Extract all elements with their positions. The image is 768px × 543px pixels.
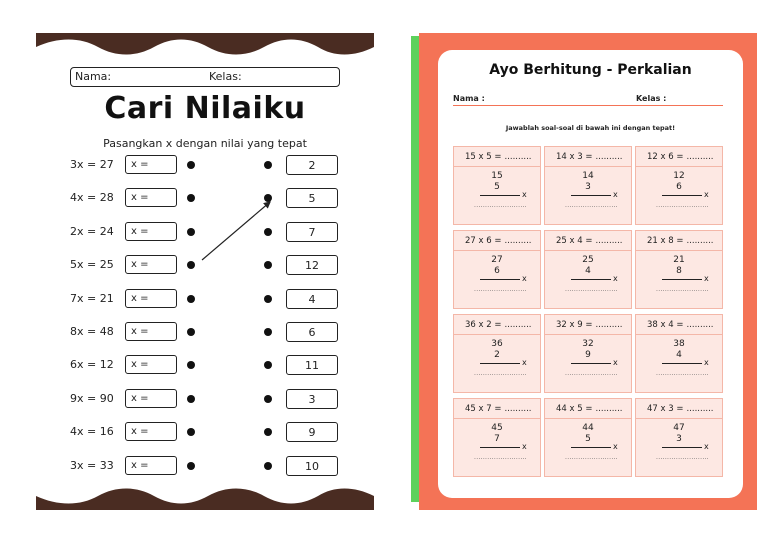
answer-blank[interactable]: .......... bbox=[504, 152, 532, 162]
multiplication-problem bbox=[635, 314, 723, 393]
answer-value-box: 11 bbox=[286, 355, 338, 375]
answer-value-box: 6 bbox=[286, 322, 338, 342]
multiplication-problem bbox=[453, 398, 541, 477]
worksheet-instruction: Jawablah soal-soal di bawah ini dengan tepat! bbox=[505, 124, 676, 132]
times-sign: x bbox=[522, 274, 527, 283]
times-sign: x bbox=[704, 442, 709, 451]
answer-blank[interactable]: .......... bbox=[595, 404, 623, 414]
multiplicand: 15 bbox=[491, 171, 503, 181]
sum-line bbox=[662, 447, 702, 448]
multiplication-problem bbox=[453, 230, 541, 309]
x-answer-field[interactable]: x = bbox=[125, 355, 177, 374]
problem-question-text: 32 x 9 = bbox=[556, 320, 593, 330]
multiplicand: 44 bbox=[582, 423, 594, 433]
times-sign: x bbox=[613, 274, 618, 283]
answer-blank[interactable]: .......... bbox=[595, 236, 623, 246]
multiplicand: 27 bbox=[491, 255, 503, 265]
multiplicand: 32 bbox=[582, 339, 594, 349]
answer-value-box: 5 bbox=[286, 188, 338, 208]
result-blank[interactable]: ........................ bbox=[474, 454, 527, 461]
worksheet-title: Ayo Berhitung - Perkalian bbox=[489, 62, 692, 78]
equation-label: 8x = 48 bbox=[70, 325, 114, 338]
name-label: Nama: bbox=[75, 70, 112, 83]
result-blank[interactable]: ........................ bbox=[474, 370, 527, 377]
times-sign: x bbox=[613, 442, 618, 451]
problem-question bbox=[636, 399, 722, 419]
problem-question bbox=[454, 231, 540, 251]
answer-blank[interactable]: .......... bbox=[686, 320, 714, 330]
result-blank[interactable]: ........................ bbox=[565, 202, 618, 209]
multiplication-problem bbox=[544, 398, 632, 477]
x-answer-field[interactable]: x = bbox=[125, 456, 177, 475]
multiplicand: 14 bbox=[582, 171, 594, 181]
x-answer-field[interactable]: x = bbox=[125, 188, 177, 207]
result-blank[interactable]: ........................ bbox=[656, 286, 709, 293]
answer-value-box: 7 bbox=[286, 222, 338, 242]
answer-value-box: 10 bbox=[286, 456, 338, 476]
answer-blank[interactable]: .......... bbox=[504, 236, 532, 246]
left-match-dot[interactable] bbox=[187, 328, 195, 336]
multiplication-problem bbox=[453, 146, 541, 225]
problem-question-text: 38 x 4 = bbox=[647, 320, 684, 330]
multiplicand: 36 bbox=[491, 339, 503, 349]
problem-question-text: 14 x 3 = bbox=[556, 152, 593, 162]
equation-label: 3x = 27 bbox=[70, 158, 114, 171]
problem-question-text: 36 x 2 = bbox=[465, 320, 502, 330]
name-class-box[interactable] bbox=[70, 67, 340, 87]
multiplier: 3 bbox=[676, 434, 682, 444]
left-match-dot[interactable] bbox=[187, 161, 195, 169]
answer-blank[interactable]: .......... bbox=[504, 404, 532, 414]
left-match-dot[interactable] bbox=[187, 194, 195, 202]
right-match-dot[interactable] bbox=[264, 428, 272, 436]
answer-blank[interactable]: .......... bbox=[595, 152, 623, 162]
right-match-dot[interactable] bbox=[264, 462, 272, 470]
result-blank[interactable]: ........................ bbox=[474, 286, 527, 293]
problem-question bbox=[454, 147, 540, 167]
multiplication-problem bbox=[544, 146, 632, 225]
right-match-dot[interactable] bbox=[264, 261, 272, 269]
right-match-dot[interactable] bbox=[264, 328, 272, 336]
multiplication-problem bbox=[544, 314, 632, 393]
result-blank[interactable]: ........................ bbox=[656, 454, 709, 461]
multiplier: 6 bbox=[676, 182, 682, 192]
left-match-dot[interactable] bbox=[187, 295, 195, 303]
multiplication-problem bbox=[453, 314, 541, 393]
problem-question-text: 27 x 6 = bbox=[465, 236, 502, 246]
sum-line bbox=[480, 195, 520, 196]
times-sign: x bbox=[522, 442, 527, 451]
bottom-wave-decoration bbox=[36, 484, 374, 510]
x-answer-field[interactable]: x = bbox=[125, 255, 177, 274]
multiplication-problem bbox=[635, 398, 723, 477]
answer-blank[interactable]: .......... bbox=[686, 404, 714, 414]
right-match-dot[interactable] bbox=[264, 161, 272, 169]
result-blank[interactable]: ........................ bbox=[565, 370, 618, 377]
left-match-dot[interactable] bbox=[187, 462, 195, 470]
worksheet-title: Cari Nilaiku bbox=[104, 91, 306, 126]
problem-question-text: 15 x 5 = bbox=[465, 152, 502, 162]
equation-label: 4x = 16 bbox=[70, 425, 114, 439]
right-match-dot[interactable] bbox=[264, 361, 272, 369]
equation-label: 6x = 12 bbox=[70, 358, 114, 372]
multiplier: 8 bbox=[676, 266, 682, 276]
answer-blank[interactable]: .......... bbox=[595, 320, 623, 330]
x-answer-field[interactable]: x = bbox=[125, 289, 177, 308]
answer-value-box: 9 bbox=[286, 422, 338, 442]
equation-label: 5x = 25 bbox=[70, 258, 114, 272]
multiplicand: 12 bbox=[673, 171, 685, 181]
multiplicand: 45 bbox=[491, 423, 503, 433]
problem-question-text: 45 x 7 = bbox=[465, 404, 502, 414]
right-worksheet bbox=[419, 33, 757, 510]
left-match-dot[interactable] bbox=[187, 261, 195, 269]
right-match-dot[interactable] bbox=[264, 194, 272, 202]
equation-label: 2x = 24 bbox=[70, 224, 114, 238]
x-answer-field[interactable]: x = bbox=[125, 422, 177, 441]
problem-question-text: 44 x 5 = bbox=[556, 404, 593, 414]
problem-question bbox=[454, 399, 540, 419]
x-answer-field[interactable]: x = bbox=[125, 389, 177, 408]
problem-question-text: 21 x 8 = bbox=[647, 236, 684, 246]
top-wave-decoration bbox=[36, 33, 374, 59]
equation-label: 4x = 28 bbox=[70, 191, 114, 205]
result-blank[interactable]: ........................ bbox=[474, 202, 527, 209]
multiplier: 2 bbox=[494, 350, 500, 360]
sum-line bbox=[662, 195, 702, 196]
multiplier: 6 bbox=[494, 266, 500, 276]
answer-blank[interactable]: .......... bbox=[686, 236, 714, 246]
problem-question bbox=[545, 315, 631, 335]
answer-blank[interactable]: .......... bbox=[686, 152, 714, 162]
problem-question bbox=[636, 315, 722, 335]
result-blank[interactable]: ........................ bbox=[565, 286, 618, 293]
times-sign: x bbox=[704, 358, 709, 367]
times-sign: x bbox=[522, 190, 527, 199]
sum-line bbox=[662, 363, 702, 364]
problem-question bbox=[545, 399, 631, 419]
multiplication-problem bbox=[635, 230, 723, 309]
multiplier: 5 bbox=[585, 434, 591, 444]
worksheet-instruction: Pasangkan x dengan nilai yang tepat bbox=[103, 137, 307, 150]
answer-value-box: 2 bbox=[286, 155, 338, 175]
multiplier: 3 bbox=[585, 182, 591, 192]
multiplier: 7 bbox=[494, 434, 500, 444]
multiplicand: 38 bbox=[673, 339, 685, 349]
sum-line bbox=[571, 363, 611, 364]
right-match-dot[interactable] bbox=[264, 395, 272, 403]
multiplier: 4 bbox=[585, 266, 591, 276]
x-answer-field[interactable]: x = bbox=[125, 222, 177, 241]
equation-label: 9x = 90 bbox=[70, 391, 114, 405]
multiplier: 9 bbox=[585, 350, 591, 360]
sum-line bbox=[571, 195, 611, 196]
result-blank[interactable]: ........................ bbox=[565, 454, 618, 461]
problem-question bbox=[636, 231, 722, 251]
right-match-dot[interactable] bbox=[264, 228, 272, 236]
left-match-dot[interactable] bbox=[187, 361, 195, 369]
answer-value-box: 4 bbox=[286, 289, 338, 309]
sum-line bbox=[571, 447, 611, 448]
multiplication-problem bbox=[635, 146, 723, 225]
class-label: Kelas: bbox=[209, 70, 242, 83]
sum-line bbox=[480, 279, 520, 280]
result-blank[interactable]: ........................ bbox=[656, 202, 709, 209]
sum-line bbox=[571, 279, 611, 280]
result-blank[interactable]: ........................ bbox=[656, 370, 709, 377]
sum-line bbox=[480, 447, 520, 448]
x-answer-field[interactable]: x = bbox=[125, 322, 177, 341]
multiplier: 4 bbox=[676, 350, 682, 360]
answer-value-box: 12 bbox=[286, 255, 338, 275]
left-worksheet bbox=[36, 33, 374, 510]
x-answer-field[interactable]: x = bbox=[125, 155, 177, 174]
problem-question bbox=[545, 231, 631, 251]
equation-label: 7x = 21 bbox=[70, 291, 114, 305]
times-sign: x bbox=[613, 358, 618, 367]
times-sign: x bbox=[522, 358, 527, 367]
sum-line bbox=[480, 363, 520, 364]
multiplicand: 25 bbox=[582, 255, 594, 265]
times-sign: x bbox=[613, 190, 618, 199]
times-sign: x bbox=[704, 274, 709, 283]
name-label: Nama : bbox=[453, 94, 485, 103]
header-divider bbox=[453, 105, 723, 106]
class-label: Kelas : bbox=[636, 94, 667, 103]
right-match-dot[interactable] bbox=[264, 295, 272, 303]
left-match-dot[interactable] bbox=[187, 428, 195, 436]
answer-blank[interactable]: .......... bbox=[504, 320, 532, 330]
problem-question bbox=[454, 315, 540, 335]
problem-question bbox=[636, 147, 722, 167]
problem-question bbox=[545, 147, 631, 167]
problem-question-text: 25 x 4 = bbox=[556, 236, 593, 246]
times-sign: x bbox=[704, 190, 709, 199]
left-match-dot[interactable] bbox=[187, 228, 195, 236]
multiplier: 5 bbox=[494, 182, 500, 192]
equation-label: 3x = 33 bbox=[70, 458, 114, 472]
multiplication-problem bbox=[544, 230, 632, 309]
multiplicand: 47 bbox=[673, 423, 685, 433]
worksheet-paper bbox=[438, 50, 743, 498]
sum-line bbox=[662, 279, 702, 280]
problem-question-text: 47 x 3 = bbox=[647, 404, 684, 414]
multiplicand: 21 bbox=[673, 255, 685, 265]
answer-value-box: 3 bbox=[286, 389, 338, 409]
left-match-dot[interactable] bbox=[187, 395, 195, 403]
problem-question-text: 12 x 6 = bbox=[647, 152, 684, 162]
